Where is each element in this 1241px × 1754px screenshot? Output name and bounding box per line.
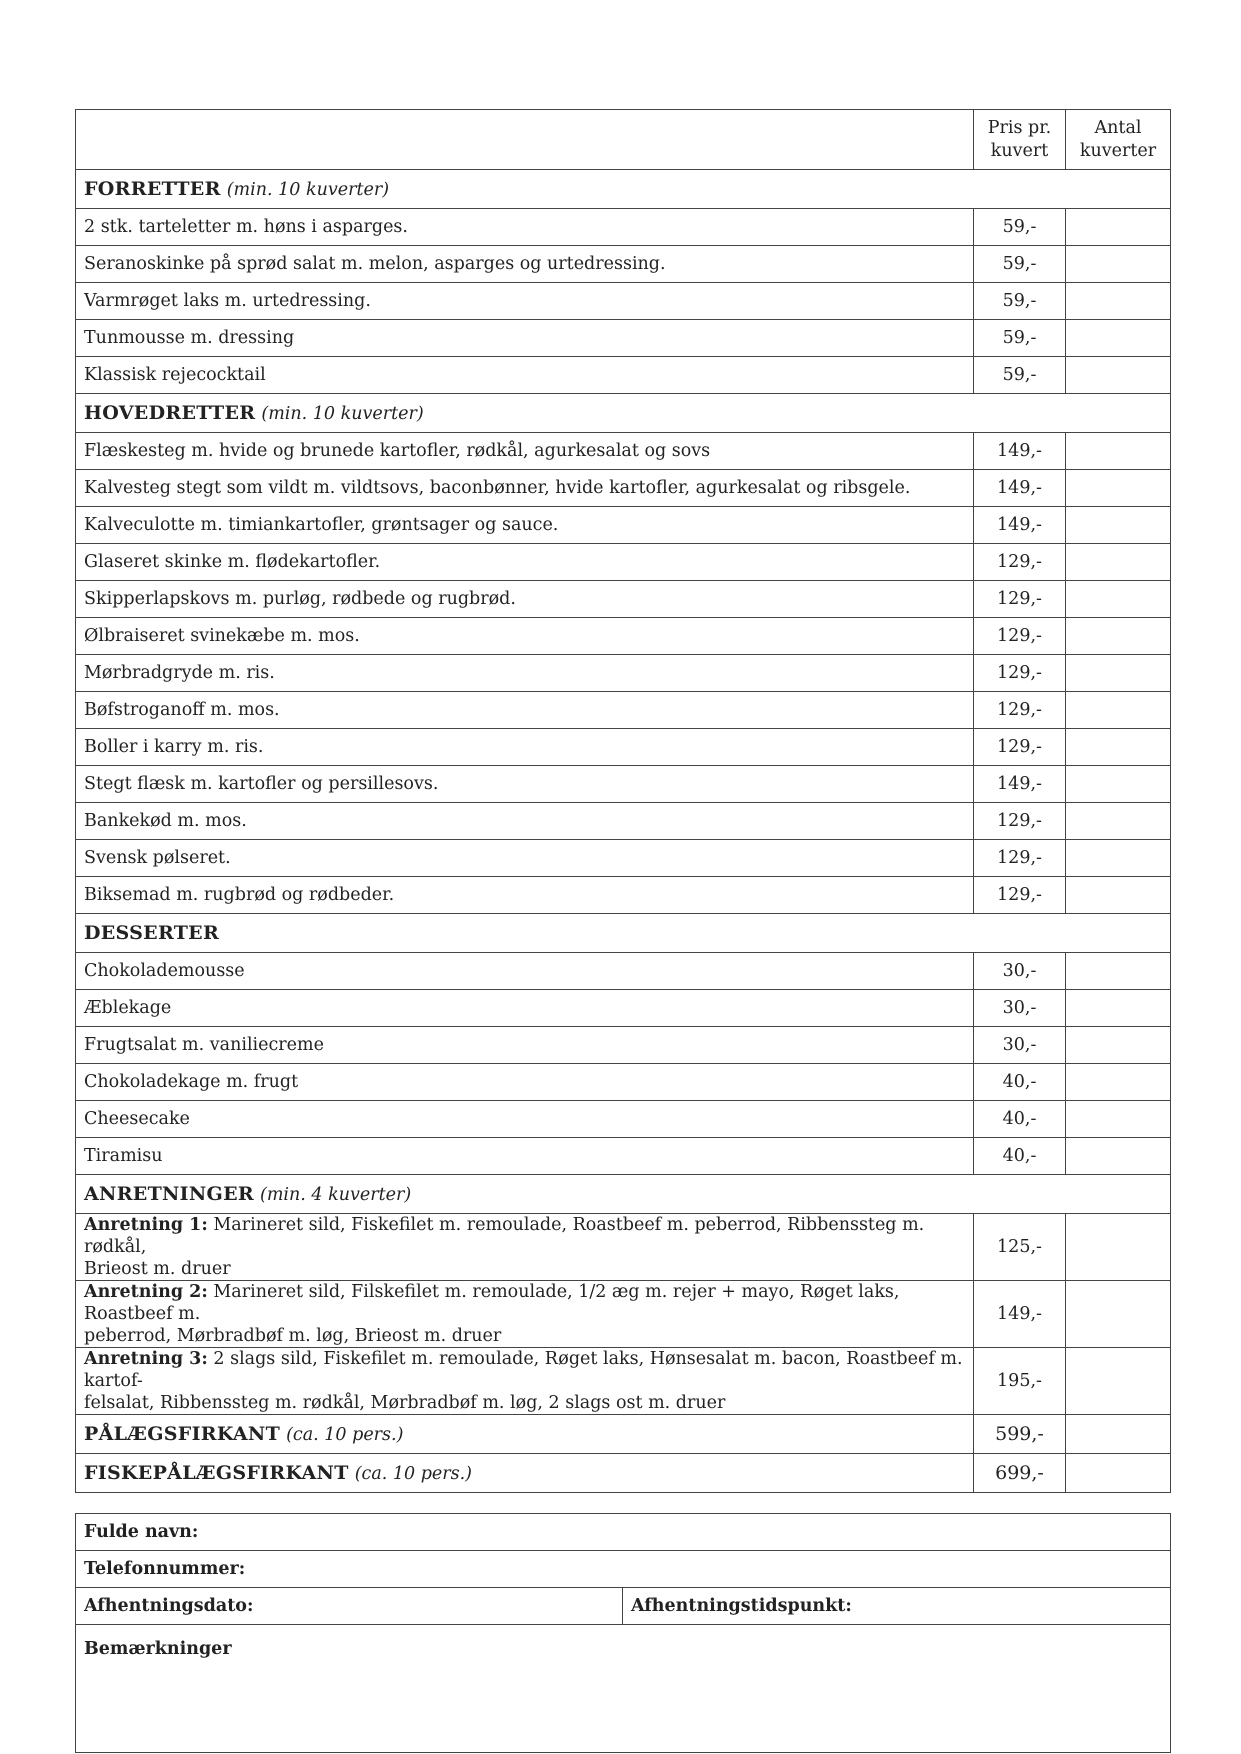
quantity-cell[interactable] (1066, 618, 1171, 655)
forretter-item-name: Seranoskinke på sprød salat m. melon, asparges og urtedressing. (76, 246, 974, 283)
anretning-text-line1: Marineret sild, Filskefilet m. remoulade, 1/2 æg m. rejer + mayo, Røget laks, Roastbeef m. (84, 1282, 900, 1324)
order-sheet (75, 109, 1170, 1493)
desserter-item-name: Frugtsalat m. vaniliecreme (76, 1027, 974, 1064)
menu-item-row (76, 840, 1171, 877)
menu-item-row (76, 357, 1171, 394)
quantity-cell[interactable] (1066, 581, 1171, 618)
anretninger-title: ANRETNINGER (84, 1182, 254, 1205)
quantity-cell[interactable] (1066, 1415, 1171, 1454)
quantity-cell[interactable] (1066, 729, 1171, 766)
hovedretter-item-price: 129,- (974, 544, 1066, 581)
paalaeg-row (76, 1415, 1171, 1454)
anretning-text-line1: 2 slags sild, Fiskefilet m. remoulade, Røget laks, Hønsesalat m. bacon, Roastbeef m. kartof- (84, 1349, 963, 1391)
anretninger-section-heading (76, 1175, 1171, 1214)
menu-item-row (76, 1064, 1171, 1101)
menu-item-row (76, 1027, 1171, 1064)
hovedretter-item-name: Boller i karry m. ris. (76, 729, 974, 766)
header-qty: Antal kuverter (1066, 110, 1171, 170)
quantity-cell[interactable] (1066, 283, 1171, 320)
hovedretter-note: (min. 10 kuverter) (261, 403, 424, 424)
anretning-description (76, 1281, 974, 1348)
anretning-description (76, 1214, 974, 1281)
menu-item-row (76, 618, 1171, 655)
anretning-row (76, 1281, 1171, 1348)
header-blank (76, 110, 974, 170)
desserter-item-name: Cheesecake (76, 1101, 974, 1138)
quantity-cell[interactable] (1066, 1214, 1171, 1281)
forretter-item-price: 59,- (974, 209, 1066, 246)
anretning-description (76, 1348, 974, 1415)
hovedretter-item-name: Mørbradgryde m. ris. (76, 655, 974, 692)
forretter-item-name: Varmrøget laks m. urtedressing. (76, 283, 974, 320)
customer-form (75, 1513, 1171, 1753)
paalaeg-title: PÅLÆGSFIRKANT (84, 1422, 281, 1445)
quantity-cell[interactable] (1066, 1454, 1171, 1493)
desserter-item-price: 30,- (974, 953, 1066, 990)
fiskepaalaeg-price: 699,- (974, 1454, 1066, 1493)
menu-item-row (76, 877, 1171, 914)
anretninger-note: (min. 4 kuverter) (260, 1184, 412, 1205)
fiskepaalaeg-heading (76, 1454, 974, 1493)
hovedretter-item-price: 129,- (974, 803, 1066, 840)
quantity-cell[interactable] (1066, 470, 1171, 507)
hovedretter-item-price: 149,- (974, 766, 1066, 803)
quantity-cell[interactable] (1066, 803, 1171, 840)
hovedretter-section-heading (76, 394, 1171, 433)
pickup-time-label: Afhentningstidspunkt: (631, 1596, 852, 1616)
hovedretter-item-price: 129,- (974, 840, 1066, 877)
menu-item-row (76, 507, 1171, 544)
quantity-cell[interactable] (1066, 1281, 1171, 1348)
anretning-row (76, 1348, 1171, 1415)
forretter-item-price: 59,- (974, 320, 1066, 357)
paalaeg-heading (76, 1415, 974, 1454)
header-row (76, 110, 1171, 170)
quantity-cell[interactable] (1066, 320, 1171, 357)
forretter-item-price: 59,- (974, 357, 1066, 394)
forretter-item-name: Klassisk rejecocktail (76, 357, 974, 394)
desserter-item-name: Chokolademousse (76, 953, 974, 990)
hovedretter-item-name: Kalveculotte m. timiankartofler, grøntsager og sauce. (76, 507, 974, 544)
quantity-cell[interactable] (1066, 655, 1171, 692)
hovedretter-item-price: 149,- (974, 470, 1066, 507)
anretning-text-line1: Marineret sild, Fiskefilet m. remoulade, Roastbeef m. peberrod, Ribbenssteg m. rødkål, (84, 1215, 925, 1257)
hovedretter-item-name: Flæskesteg m. hvide og brunede kartofler, rødkål, agurkesalat og sovs (76, 433, 974, 470)
hovedretter-item-name: Ølbraiseret svinekæbe m. mos. (76, 618, 974, 655)
hovedretter-item-price: 129,- (974, 581, 1066, 618)
anretning-price: 125,- (974, 1214, 1066, 1281)
quantity-cell[interactable] (1066, 990, 1171, 1027)
quantity-cell[interactable] (1066, 246, 1171, 283)
hovedretter-item-name: Kalvesteg stegt som vildt m. vildtsovs, baconbønner, hvide kartofler, agurkesalat og ribsgele. (76, 470, 974, 507)
menu-item-row (76, 1101, 1171, 1138)
quantity-cell[interactable] (1066, 953, 1171, 990)
quantity-cell[interactable] (1066, 1138, 1171, 1175)
paalaeg-price: 599,- (974, 1415, 1066, 1454)
forretter-item-name: 2 stk. tarteletter m. høns i asparges. (76, 209, 974, 246)
desserter-title: DESSERTER (84, 922, 220, 944)
quantity-cell[interactable] (1066, 544, 1171, 581)
pickup-date-field[interactable] (76, 1588, 623, 1625)
quantity-cell[interactable] (1066, 1101, 1171, 1138)
quantity-cell[interactable] (1066, 1064, 1171, 1101)
desserter-item-price: 40,- (974, 1138, 1066, 1175)
hovedretter-item-price: 149,- (974, 433, 1066, 470)
menu-item-row (76, 692, 1171, 729)
hovedretter-item-name: Biksemad m. rugbrød og rødbeder. (76, 877, 974, 914)
menu-item-row (76, 990, 1171, 1027)
desserter-item-name: Tiramisu (76, 1138, 974, 1175)
hovedretter-item-name: Stegt flæsk m. kartofler og persillesovs. (76, 766, 974, 803)
desserter-item-price: 30,- (974, 990, 1066, 1027)
forretter-title: FORRETTER (84, 177, 221, 200)
quantity-cell[interactable] (1066, 1027, 1171, 1064)
desserter-item-price: 40,- (974, 1101, 1066, 1138)
hovedretter-item-price: 149,- (974, 507, 1066, 544)
quantity-cell[interactable] (1066, 209, 1171, 246)
fiskepaalaeg-row (76, 1454, 1171, 1493)
desserter-section-row (76, 914, 1171, 953)
phone-label: Telefonnummer: (84, 1559, 246, 1579)
menu-item-row (76, 433, 1171, 470)
forretter-item-price: 59,- (974, 246, 1066, 283)
hovedretter-item-price: 129,- (974, 655, 1066, 692)
hovedretter-item-name: Glaseret skinke m. flødekartofler. (76, 544, 974, 581)
menu-table (75, 109, 1171, 1493)
full-name-label: Fulde navn: (84, 1522, 199, 1542)
menu-item-row (76, 1138, 1171, 1175)
notes-field[interactable] (76, 1625, 1171, 1753)
paalaeg-note: (ca. 10 pers.) (286, 1424, 404, 1445)
menu-item-row (76, 953, 1171, 990)
anretning-text-line2: Brieost m. druer (84, 1259, 231, 1279)
quantity-cell[interactable] (1066, 766, 1171, 803)
menu-item-row (76, 655, 1171, 692)
menu-item-row (76, 470, 1171, 507)
hovedretter-item-price: 129,- (974, 877, 1066, 914)
anretning-label: Anretning 3: (84, 1349, 208, 1369)
anretning-label: Anretning 1: (84, 1215, 208, 1235)
fiskepaalaeg-title: FISKEPÅLÆGSFIRKANT (84, 1461, 349, 1484)
desserter-item-price: 30,- (974, 1027, 1066, 1064)
hovedretter-item-name: Bankekød m. mos. (76, 803, 974, 840)
anretning-text-line2: felsalat, Ribbenssteg m. rødkål, Mørbradbøf m. løg, 2 slags ost m. druer (84, 1393, 726, 1413)
phone-field[interactable] (76, 1551, 1171, 1588)
forretter-item-price: 59,- (974, 283, 1066, 320)
hovedretter-title: HOVEDRETTER (84, 401, 256, 424)
menu-item-row (76, 581, 1171, 618)
menu-item-row (76, 246, 1171, 283)
notes-label: Bemærkninger (84, 1639, 232, 1659)
menu-item-row (76, 729, 1171, 766)
forretter-section-heading (76, 170, 1171, 209)
forretter-section-row (76, 170, 1171, 209)
menu-item-row (76, 766, 1171, 803)
anretning-row (76, 1214, 1171, 1281)
quantity-cell[interactable] (1066, 840, 1171, 877)
forretter-item-name: Tunmousse m. dressing (76, 320, 974, 357)
anretning-label: Anretning 2: (84, 1282, 208, 1302)
hovedretter-item-name: Svensk pølseret. (76, 840, 974, 877)
desserter-item-price: 40,- (974, 1064, 1066, 1101)
anretning-price: 195,- (974, 1348, 1066, 1415)
menu-item-row (76, 283, 1171, 320)
header-price: Pris pr. kuvert (974, 110, 1066, 170)
pickup-time-field[interactable] (623, 1588, 1171, 1625)
quantity-cell[interactable] (1066, 357, 1171, 394)
hovedretter-section-row (76, 394, 1171, 433)
menu-item-row (76, 803, 1171, 840)
menu-item-row (76, 209, 1171, 246)
hovedretter-item-price: 129,- (974, 729, 1066, 766)
desserter-item-name: Æblekage (76, 990, 974, 1027)
forretter-note: (min. 10 kuverter) (226, 179, 390, 200)
quantity-cell[interactable] (1066, 877, 1171, 914)
anretning-text-line2: peberrod, Mørbradbøf m. løg, Brieost m. druer (84, 1326, 502, 1346)
desserter-section-heading (76, 914, 1171, 953)
full-name-field[interactable] (76, 1514, 1171, 1551)
menu-item-row (76, 544, 1171, 581)
quantity-cell[interactable] (1066, 507, 1171, 544)
anretning-price: 149,- (974, 1281, 1066, 1348)
pickup-date-label: Afhentningsdato: (84, 1596, 254, 1616)
hovedretter-item-price: 129,- (974, 692, 1066, 729)
fiskepaalaeg-note: (ca. 10 pers.) (354, 1463, 473, 1484)
hovedretter-item-price: 129,- (974, 618, 1066, 655)
quantity-cell[interactable] (1066, 433, 1171, 470)
hovedretter-item-name: Bøfstroganoff m. mos. (76, 692, 974, 729)
desserter-item-name: Chokoladekage m. frugt (76, 1064, 974, 1101)
quantity-cell[interactable] (1066, 1348, 1171, 1415)
quantity-cell[interactable] (1066, 692, 1171, 729)
menu-item-row (76, 320, 1171, 357)
hovedretter-item-name: Skipperlapskovs m. purløg, rødbede og rugbrød. (76, 581, 974, 618)
anretninger-section-row (76, 1175, 1171, 1214)
